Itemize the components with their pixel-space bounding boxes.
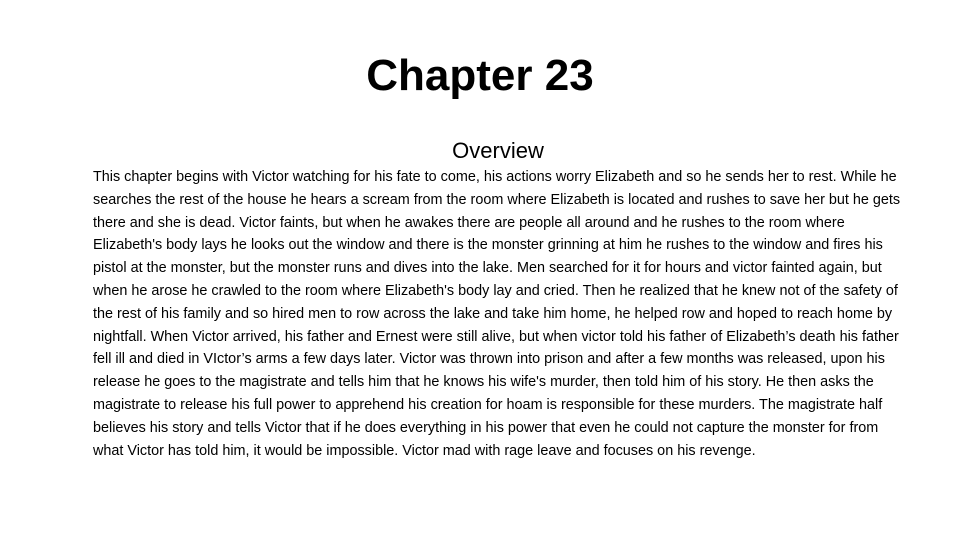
slide-title: Chapter 23 [366, 51, 594, 100]
body-paragraph: This chapter begins with Victor watching for his fate to come, his actions worry Elizabeth and so he sends her to rest. While he searches the rest of the house he hears a scream from the room where Elizabeth is located and rushes to save her but he gets there and she is dead. Victor faints, but when he awakes there are people all around and he rushes to the room where Elizabeth's body lays he looks out the window and there is the monster grinning at him he rushes to the window and fires his pistol at the monster, but the monster runs and dives into the lake. Men searched for it for hours and victor fainted again, but when he arose he crawled to the room where Elizabeth's body lay and cried. Then he realized that he knew not of the safety of the rest of his family and so hired men to row across the lake and take him home, he helped row and hoped to reach home by nightfall. When Victor arrived, his father and Ernest were still alive, but when victor told his father of Elizabeth’s death his father fell ill and died in VIctor’s arms a few days later. Victor was thrown into prison and after a few months was released, upon his release he goes to the magistrate and tells him that he knows his wife's murder, then told him of his story. He then asks the magistrate to release his full power to apprehend his creation for hoam is responsible for these murders. The magistrate half believes his story and tells Victor that if he does everything in his power that even he could not capture the monster for from what Victor has told him, it would be impossible. Victor mad with rage leave and focuses on his revenge. [93, 169, 901, 459]
slide-subtitle: Overview [452, 138, 544, 163]
slide-body [93, 138, 903, 462]
